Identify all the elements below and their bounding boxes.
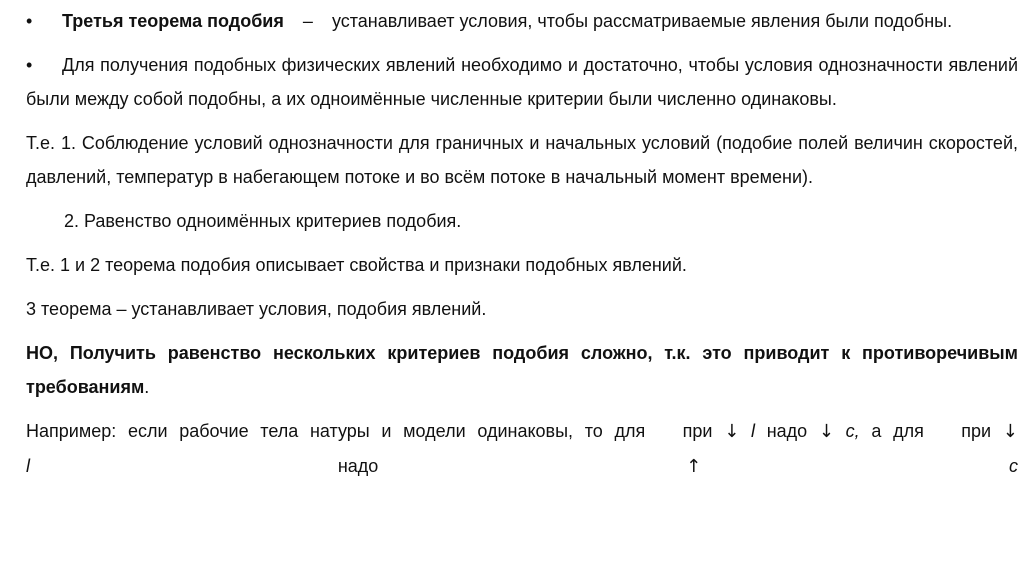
paragraph-theorem-3 [26, 292, 1018, 326]
paragraph-te-2 [26, 204, 1018, 238]
example-text: если рабочие тела натуры и модели одинаковы, то для [127, 421, 646, 441]
third-theorem-title: Третья теорема подобия [62, 11, 284, 31]
symbol-c-line2: с [1009, 456, 1018, 476]
arrow-down-icon: ↓ [724, 421, 740, 442]
symbol-l-line2: l [26, 456, 30, 476]
paragraph-example [26, 414, 1018, 484]
te12-text: Т.е. 1 и 2 теорема подобия описывает свойства и признаки подобных явлений. [26, 255, 687, 275]
example-pri-2: при [961, 421, 992, 441]
document-page [26, 4, 1018, 494]
dash: – [302, 11, 313, 31]
example-nado: надо [766, 421, 808, 441]
paragraph-no [26, 336, 1018, 404]
example-nado-line2: надо [337, 456, 379, 476]
no-dot: . [144, 377, 150, 397]
paragraph-te-1 [26, 126, 1018, 194]
arrow-down-icon: ↓ [1002, 421, 1018, 442]
bullet-paragraph-third-theorem [26, 4, 1018, 38]
paragraph-te-1-2 [26, 248, 1018, 282]
symbol-l: l [750, 421, 755, 441]
example-and-for: а для [871, 421, 924, 441]
bullet-paragraph-conditions [26, 48, 1018, 116]
example-pri-1: при [682, 421, 713, 441]
arrow-up-icon: ↑ [686, 456, 702, 477]
conditions-text: Для получения подобных физических явлений необходимо и достаточно, чтобы условия однозначности явлений были между собой подобны, а их одноимённые численные критерии были численно одинаковы. [26, 55, 1018, 109]
arrow-down-icon: ↓ [818, 421, 834, 442]
te2-text: 2. Равенство одноимённых критериев подобия. [64, 211, 462, 231]
bullet-marker: • [26, 55, 33, 75]
symbol-c: с, [845, 421, 860, 441]
theorem3-text: 3 теорема – устанавливает условия, подобия явлений. [26, 299, 487, 319]
example-lead: Например: [26, 421, 117, 441]
bullet-marker: • [26, 11, 33, 31]
te1-text: Т.е. 1. Соблюдение условий однозначности для граничных и начальных условий (подобие полей величин скоростей, давлений, температур в набегающем потоке и во всём потоке в начальный момент времени). [26, 133, 1018, 187]
no-text: НО, Получить равенство нескольких критериев подобия сложно, т.к. это приводит к противоречивым требованиям [26, 343, 1018, 397]
third-theorem-text: устанавливает условия, чтобы рассматриваемые явления были подобны. [331, 11, 953, 31]
